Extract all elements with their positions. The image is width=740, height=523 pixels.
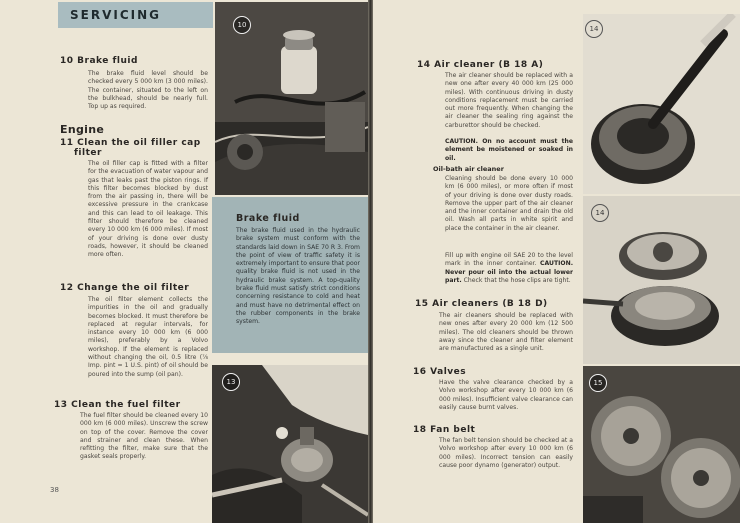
- oil-bath-caution: CAUTION. Never pour oil into the actual lower part.: [445, 260, 574, 284]
- heading-air-cleaner-b18a: 14 Air cleaner (B 18 A): [417, 60, 544, 70]
- heading-oil-bath: Oil-bath air cleaner: [433, 165, 504, 173]
- heading-oil-filler-cap: 11 Clean the oil filler cap: [60, 138, 201, 148]
- photo-number-15: 15: [589, 374, 607, 392]
- photo-fuel-filter: [212, 365, 368, 523]
- section-header-label: SERVICING: [70, 8, 161, 22]
- heading-oil-filler-cap-2: filter: [74, 148, 102, 158]
- text-fan-belt: The fan belt tension should be checked at a Volvo workshop after every 10 000 km (6 000 miles). Incorrect tension can easily cause poor dynamo (generator) output.: [439, 437, 573, 469]
- right-page: [373, 0, 740, 523]
- heading-brake-fluid: 10 Brake fluid: [60, 56, 138, 66]
- page-number: 38: [50, 486, 59, 494]
- text-brake-fluid: The brake fluid level should be checked every 5 000 km (3 000 miles). The container, situated to the left on the bulkhead, should be nearly full. Top up as required.: [88, 70, 208, 111]
- brake-fluid-info-box: [212, 197, 368, 353]
- left-page: [0, 0, 368, 523]
- oil-bath-fill-text: Fill up with engine oil SAE 20 to the level mark in the inner container.: [445, 252, 573, 268]
- photo-number-13: 13: [222, 373, 240, 391]
- photo-oil-bath-air-cleaner: [583, 196, 740, 364]
- text-oil-filler-cap: The oil filler cap is fitted with a filter for the evacuation of water vapour and gas that leaks past the piston rings. If this filter becomes blocked by dust from the air passing in, there will be excessive pressure in the crankcase and this can lead to oil leakage. This filter should therefore be cleaned every 10 000 km (6 000 miles). If most of your driving is done over dusty roads, however, it should be cleaned more often.: [88, 160, 208, 259]
- text-valves: Have the valve clearance checked by a Volvo workshop after every 10 000 km (6 000 miles). Insufficient valve clearance can easily cause burnt valves.: [439, 379, 573, 411]
- text-air-cleaners-b18d: The air cleaners should be replaced with new ones after every 20 000 km (12 500 miles). The old cleaners should be thrown away since the cleaner and filter element are manufactured as a single unit.: [439, 312, 573, 353]
- caution-air-cleaner-b18a: [445, 138, 573, 163]
- caution-text-b18a: CAUTION. On no account must the element be moistened or soaked in oil.: [445, 138, 573, 162]
- section-header: [58, 2, 213, 28]
- text-oil-filter: The oil filter element collects the impurities in the oil and gradually becomes blocked. It must therefore be replaced at regular intervals, for instance every 10 000 km (6 000 miles), preferably by a Volvo workshop. If the element is replaced without changing the oil, 0.5 litre (⅞ Imp. pint = 1 U.S. pint) of oil should be poured into the sump (oil pan).: [88, 296, 208, 378]
- photo-number-10: 10: [233, 16, 251, 34]
- text-oil-bath: Cleaning should be done every 10 000 km (6 000 miles), or more often if most of your driving is done over dusty roads. Remove the upper part of the air cleaner and the inner container and drain the old oil. Wash all parts in white spirit and place the container in the air cleaner.: [445, 175, 573, 232]
- heading-oil-filter: 12 Change the oil filter: [60, 283, 190, 293]
- oil-bath-check-text: Check that the hose clips are tight.: [463, 276, 571, 284]
- heading-valves: 16 Valves: [413, 367, 467, 377]
- text-oil-bath-2: [445, 252, 573, 285]
- box-heading: Brake fluid: [236, 213, 300, 224]
- photo-twin-air-cleaners: [583, 366, 740, 523]
- photo-number-14b: 14: [591, 204, 609, 222]
- photo-brake-fluid-container: [215, 2, 368, 195]
- photo-number-14a: 14: [585, 20, 603, 38]
- heading-fan-belt: 18 Fan belt: [413, 425, 476, 435]
- box-text: The brake fluid used in the hydraulic brake system must conform with the standards laid down in SAE 70 R 3. From the point of view of traffic safety it is extremely important to ensure that poor quality brake fluid is not used in the hydraulic brake system. A top-quality brake fluid must satisfy strict conditions concerning resistance to cold and heat and must have no detrimental effect on the rubber components in the brake system.: [236, 227, 360, 326]
- heading-fuel-filter: 13 Clean the fuel filter: [54, 400, 181, 410]
- text-air-cleaner-b18a: The air cleaner should be replaced with a new one after every 40 000 km (25 000 miles). With continuous driving in dusty conditions replacement must be carried out more frequently. When changing the air cleaner the sealing ring against the carburettor should be checked.: [445, 72, 573, 129]
- heading-air-cleaners-b18d: 15 Air cleaners (B 18 D): [415, 299, 548, 309]
- heading-engine: Engine: [60, 123, 105, 136]
- photo-air-cleaner-element: [583, 14, 740, 194]
- text-fuel-filter: The fuel filter should be cleaned every 10 000 km (6 000 miles). Unscrew the screw on top of the cover. Remove the cover and strainer and clean these. When refitting the filter, make sure that the gasket seals properly.: [80, 412, 208, 461]
